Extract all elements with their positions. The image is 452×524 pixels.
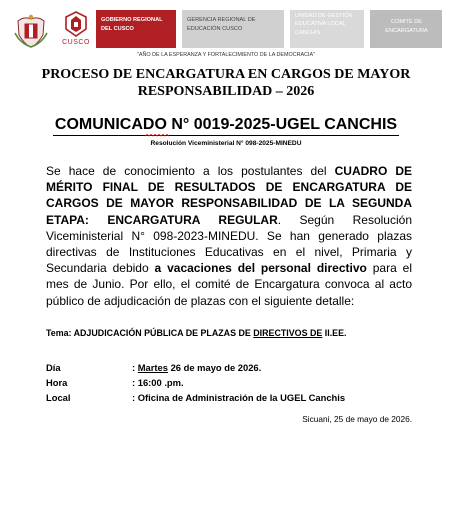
header-tab-gerencia-regional: GERENCIA REGIONAL DE EDUCACIÓN CUSCO bbox=[182, 10, 284, 48]
comunicado-underline bbox=[53, 135, 399, 136]
detail-label-hora: Hora bbox=[46, 377, 68, 388]
page-title bbox=[30, 66, 422, 100]
announcement-body bbox=[46, 163, 412, 309]
detail-value-hora-text: 16:00 .pm. bbox=[137, 377, 184, 388]
detail-prefix: : bbox=[132, 377, 138, 388]
cusco-emblem-icon bbox=[64, 11, 88, 37]
cusco-logo bbox=[58, 11, 94, 49]
tema-line bbox=[46, 328, 416, 338]
detail-value-hora bbox=[132, 377, 184, 388]
body-text-3: para el mes de Junio. Por ello, el comité de Encargatura convoca al acto público de adjudicación de plazas con el siguiente detalle: bbox=[46, 261, 412, 308]
tema-text-directivos: DIRECTIVOS DE bbox=[253, 328, 323, 338]
spellcheck-squiggle bbox=[145, 134, 169, 137]
detail-value-dia-weekday: Martes bbox=[137, 362, 168, 373]
resolucion-reference: Resolución Viceministerial N° 098-2025-MINEDU bbox=[150, 140, 302, 147]
detail-prefix: : bbox=[132, 362, 138, 373]
detail-label-local: Local bbox=[46, 392, 71, 403]
tema-text-3: II.EE. bbox=[322, 328, 347, 338]
year-slogan: "AÑO DE LA ESPERANZA Y FORTALECIMIENTO DE LA DEMOCRACIA" bbox=[137, 52, 315, 58]
body-text-1: Se hace de conocimiento a los postulantes del bbox=[46, 164, 335, 178]
body-text-vacaciones: a vacaciones del personal directivo bbox=[154, 261, 367, 276]
page-title-line-2: RESPONSABILIDAD – 2026 bbox=[137, 84, 315, 99]
detail-value-local bbox=[132, 392, 345, 403]
comunicado-number: COMUNICADO N° 0019-2025-UGEL CANCHIS bbox=[54, 116, 398, 133]
detail-label-dia: Día bbox=[46, 362, 61, 373]
detail-value-dia-date: 26 de mayo de 2026. bbox=[167, 362, 262, 373]
cusco-logo-text: CUSCO bbox=[62, 39, 90, 46]
page-title-line-1: PROCESO DE ENCARGATURA EN CARGOS DE MAYOR bbox=[41, 67, 411, 82]
body-text-cuadro: CUADRO DE MÉRITO FINAL DE RESULTADOS DE ENCARGATURA DE CARGOS DE MAYOR RESPONSABILIDAD DE LA SEGUNDA ETAPA: ENCARGATURA REGULAR bbox=[46, 164, 412, 227]
body-text-2: . Según Resolución Viceministerial N° 098-2023-MINEDU. Se han generado plazas directivas de Instituciones Educativas en el nivel, Primaria y Secundaria debido bbox=[46, 212, 412, 276]
comunicado-heading bbox=[30, 116, 422, 134]
detail-value-dia bbox=[132, 362, 261, 373]
document-date: Sicuani, 25 de mayo de 2026. bbox=[302, 414, 412, 424]
letterhead bbox=[10, 10, 442, 50]
header-tab-ugel: UNIDAD DE GESTIÓN EDUCATIVA LOCAL CANCHIS bbox=[290, 10, 364, 48]
detail-value-local-text: Oficina de Administración de la UGEL Canchis bbox=[137, 392, 346, 403]
detail-prefix: : bbox=[132, 392, 138, 403]
national-shield-icon bbox=[12, 13, 50, 49]
tema-text-1: Tema: ADJUDICACIÓN PÚBLICA DE PLAZAS DE bbox=[46, 328, 254, 338]
header-tab-gobierno-regional: GOBIERNO REGIONAL DEL CUSCO bbox=[96, 10, 176, 48]
header-tab-comite: COMITÉ DE ENCARGATURA bbox=[370, 10, 442, 48]
